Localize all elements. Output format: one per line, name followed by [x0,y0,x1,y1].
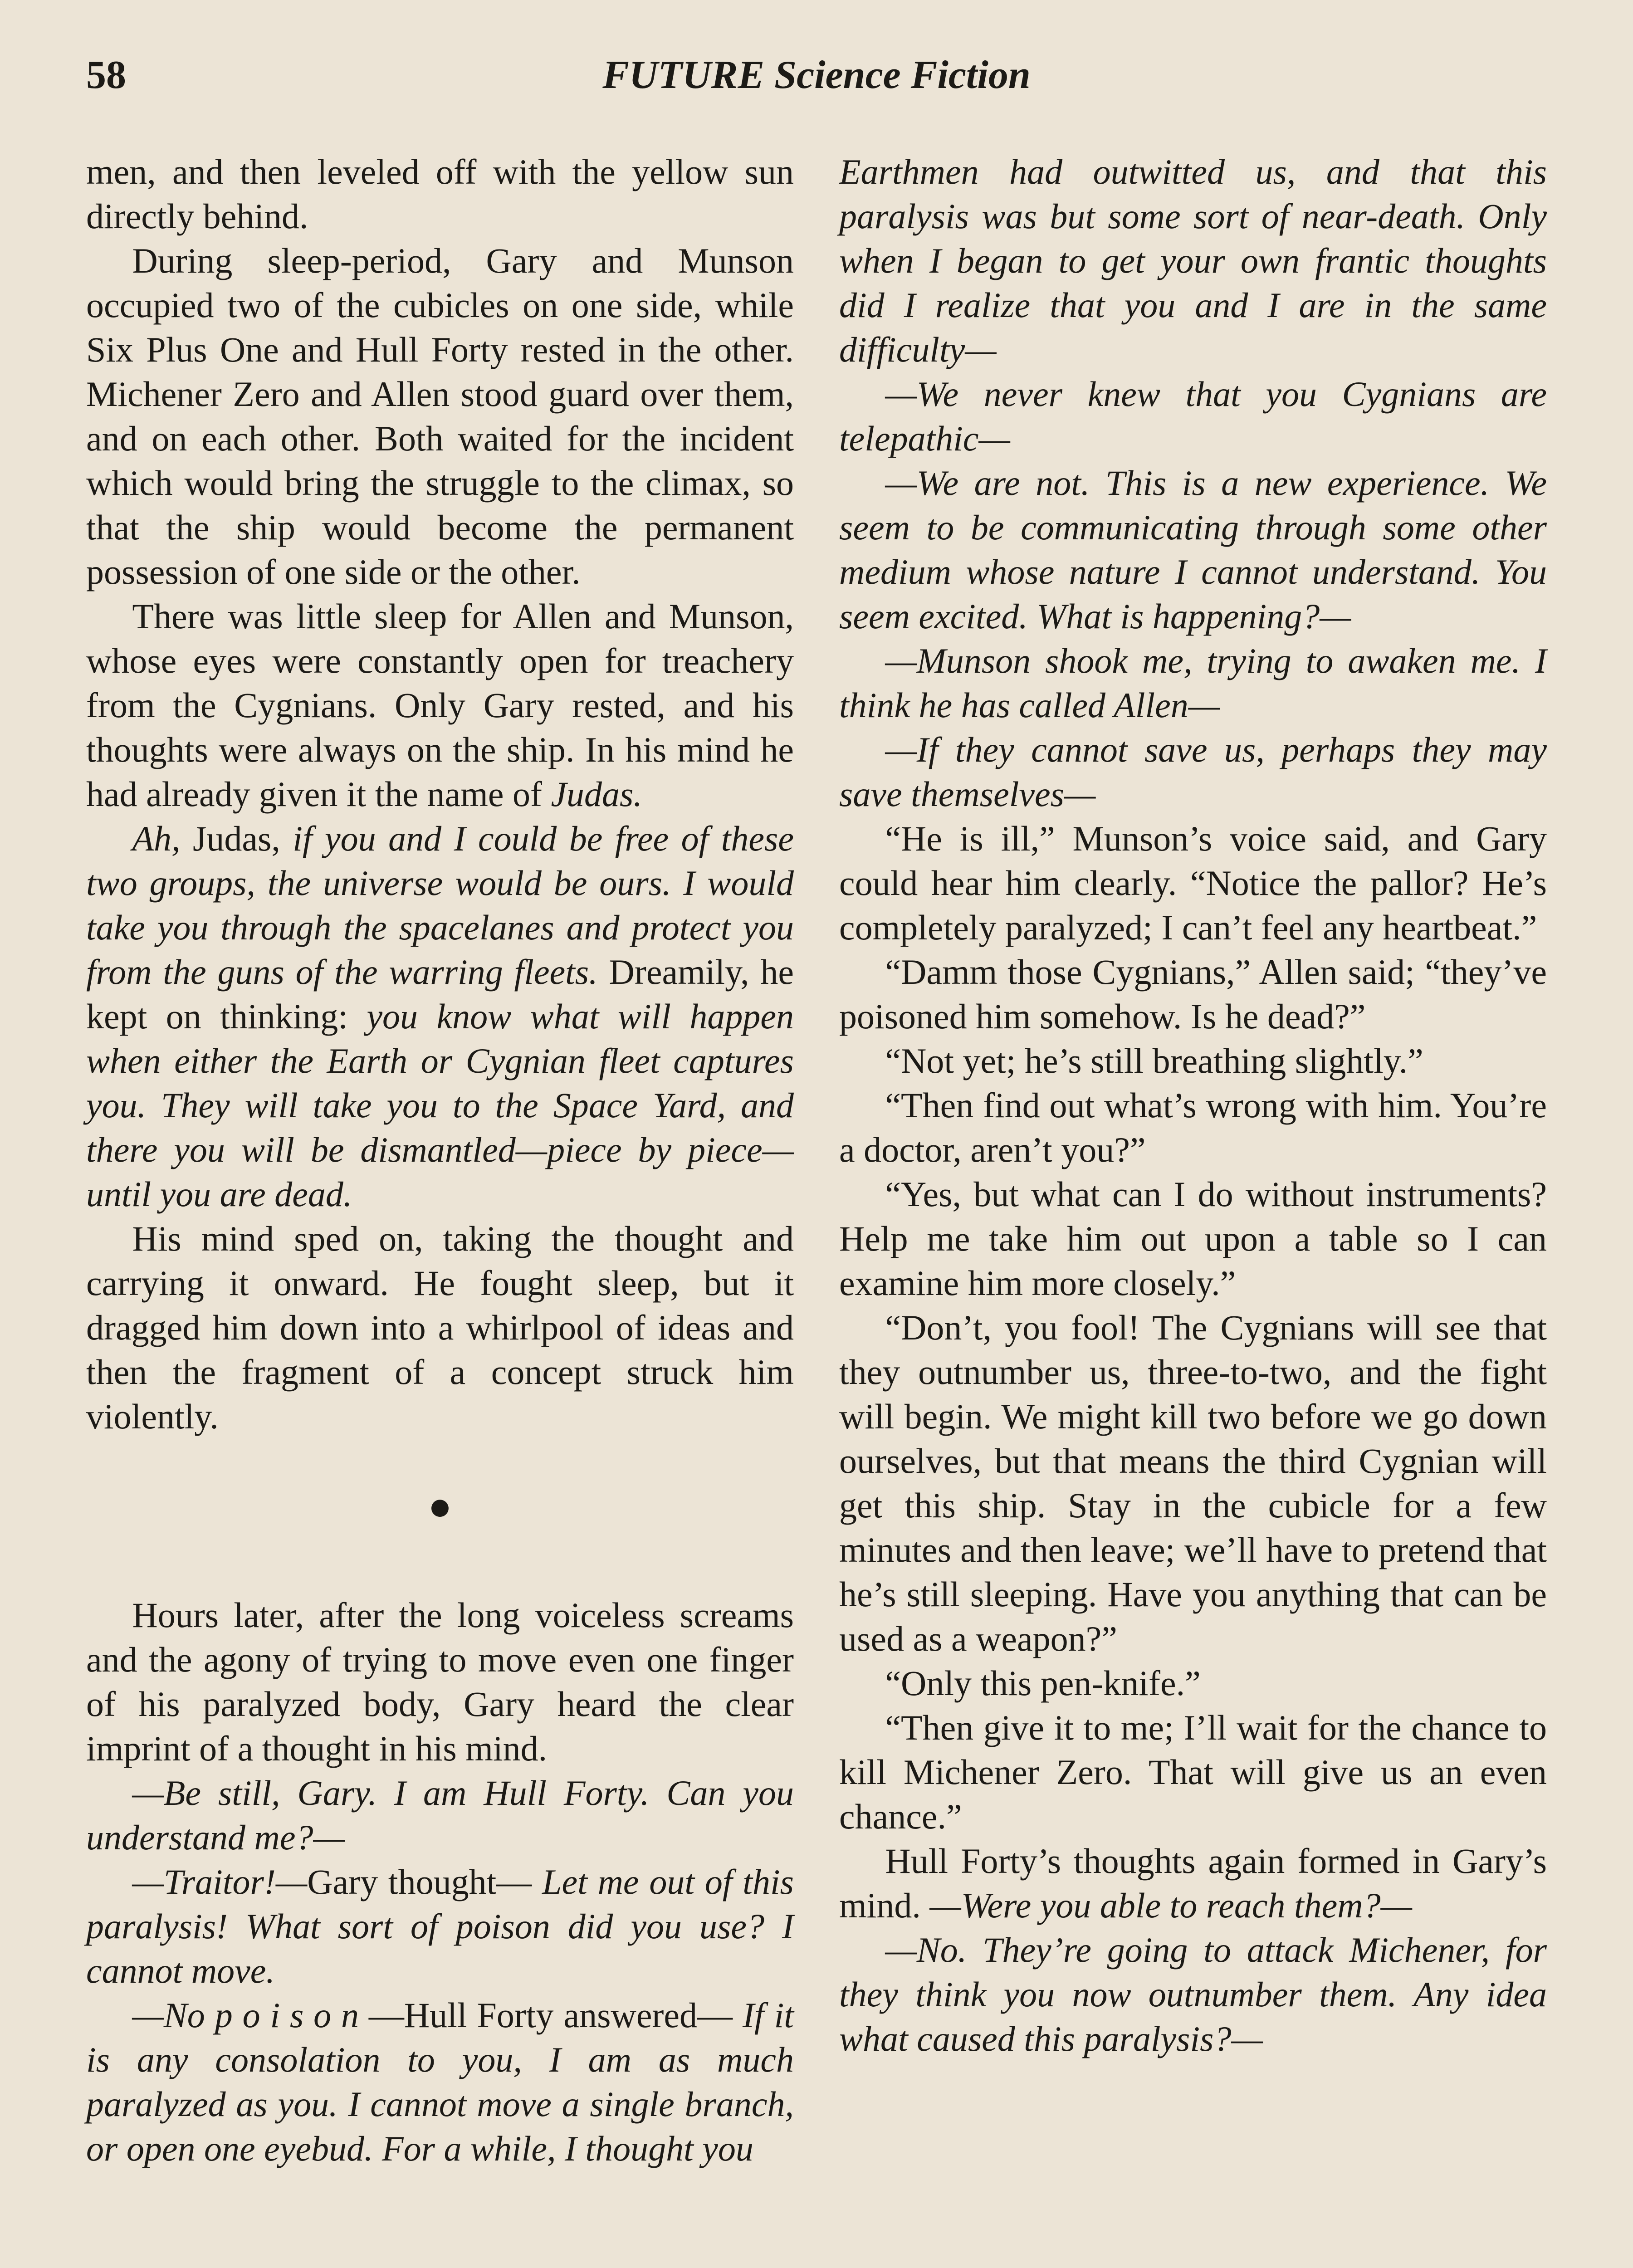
paragraph: men, and then leveled off with the yellow sun directly behind. [86,152,794,236]
paragraph: “Not yet; he’s still breathing slightly.” [885,1041,1423,1080]
paragraph: —We are not. This is a new experience. We seem to be communicating through some other medium whose nature I cannot understand. You seem excited. What is happening?— [839,463,1547,636]
paragraph: “Then find out what’s wrong with him. You’re a doctor, aren’t you?” [839,1085,1547,1169]
running-title: FUTURE Science Fiction [602,53,1031,97]
paragraph: There was little sleep for Allen and Munson, whose eyes were constantly open for treachery from the Cygnians. Only Gary rested, and his thoughts were always on the ship. In his mind he had already given it the name of Judas. [86,596,794,814]
paragraph: Hours later, after the long voiceless screams and the agony of trying to move even one finger of his paralyzed body, Gary heard the clear imprint of a thought in his mind. [86,1595,794,1768]
paragraph: “He is ill,” Munson’s voice said, and Gary could hear him clearly. “Notice the pallor? He’s completely paralyzed; I can’t feel any heartbeat.” [839,819,1547,947]
section-break-bullet: ● [428,1485,452,1529]
page-number: 58 [86,53,126,97]
right-column [839,150,1547,2061]
paragraph: “Only this pen-knife.” [885,1663,1201,1703]
paragraph: During sleep-period, Gary and Munson occupied two of the cubicles on one side, while Six Plus One and Hull Forty rested in the other. Michener Zero and Allen stood guard over them, and on each other. Both waited for the incident which would bring the struggle to the climax, so that the ship would become the permanent possession of one side or the other. [86,241,794,591]
paragraph: —No poison—Hull Forty answered— If it is any consolation to you, I am as much paralyzed as you. I cannot move a single branch, or open one eyebud. For a while, I thought you [86,1995,794,2168]
paragraph: —We never knew that you Cygnians are telepathic— [839,374,1547,458]
page-header [86,52,1547,102]
paragraph: —No. They’re going to attack Michener, for they think you now outnumber them. Any idea what caused this paralysis?— [839,1930,1547,2058]
paragraph: His mind sped on, taking the thought and carrying it onward. He fought sleep, but it dragged him down into a whirlpool of ideas and then the fragment of a concept struck him violently. [86,1219,794,1436]
paragraph: Ah, Judas, if you and I could be free of these two groups, the universe would be ours. I would take you through the spacelanes and protect you from the guns of the warring fleets. Dreamily, he kept on thinking: you know what will happen when either the Earth or Cygnian fleet captures you. They will take you to the Space Yard, and there you will be dismantled—piece by piece—until you are dead. [86,819,794,1214]
paragraph: —Munson shook me, trying to awaken me. I think he has called Allen— [839,641,1547,725]
paragraph: —Be still, Gary. I am Hull Forty. Can you understand me?— [86,1773,794,1857]
paragraph: “Don’t, you fool! The Cygnians will see that they outnumber us, three-to-two, and the fight will begin. We might kill two before we go down ourselves, but that means the third Cygnian will get this ship. Stay in the cubicle for a few minutes and then leave; we’ll have to pretend that he’s still sleeping. Have you anything that can be used as a weapon?” [839,1308,1547,1658]
paragraph: —Traitor!—Gary thought— Let me out of this paralysis! What sort of poison did you use? I cannot move. [86,1862,794,1990]
paragraph: “Yes, but what can I do without instruments? Help me take him out upon a table so I can examine him more closely.” [839,1174,1547,1303]
left-column [86,150,794,2171]
paragraph: “Damm those Cygnians,” Allen said; “they’ve poisoned him somehow. Is he dead?” [839,952,1547,1036]
paragraph: —If they cannot save us, perhaps they may save themselves— [839,730,1547,814]
paragraph: Hull Forty’s thoughts again formed in Gary’s mind. —Were you able to reach them?— [839,1841,1547,1925]
paragraph: Earthmen had outwitted us, and that this paralysis was but some sort of near-death. Only when I began to get your own frantic thoughts did I realize that you and I are in the same difficulty— [839,152,1547,369]
paragraph: “Then give it to me; I’ll wait for the chance to kill Michener Zero. That will give us an even chance.” [839,1708,1547,1836]
